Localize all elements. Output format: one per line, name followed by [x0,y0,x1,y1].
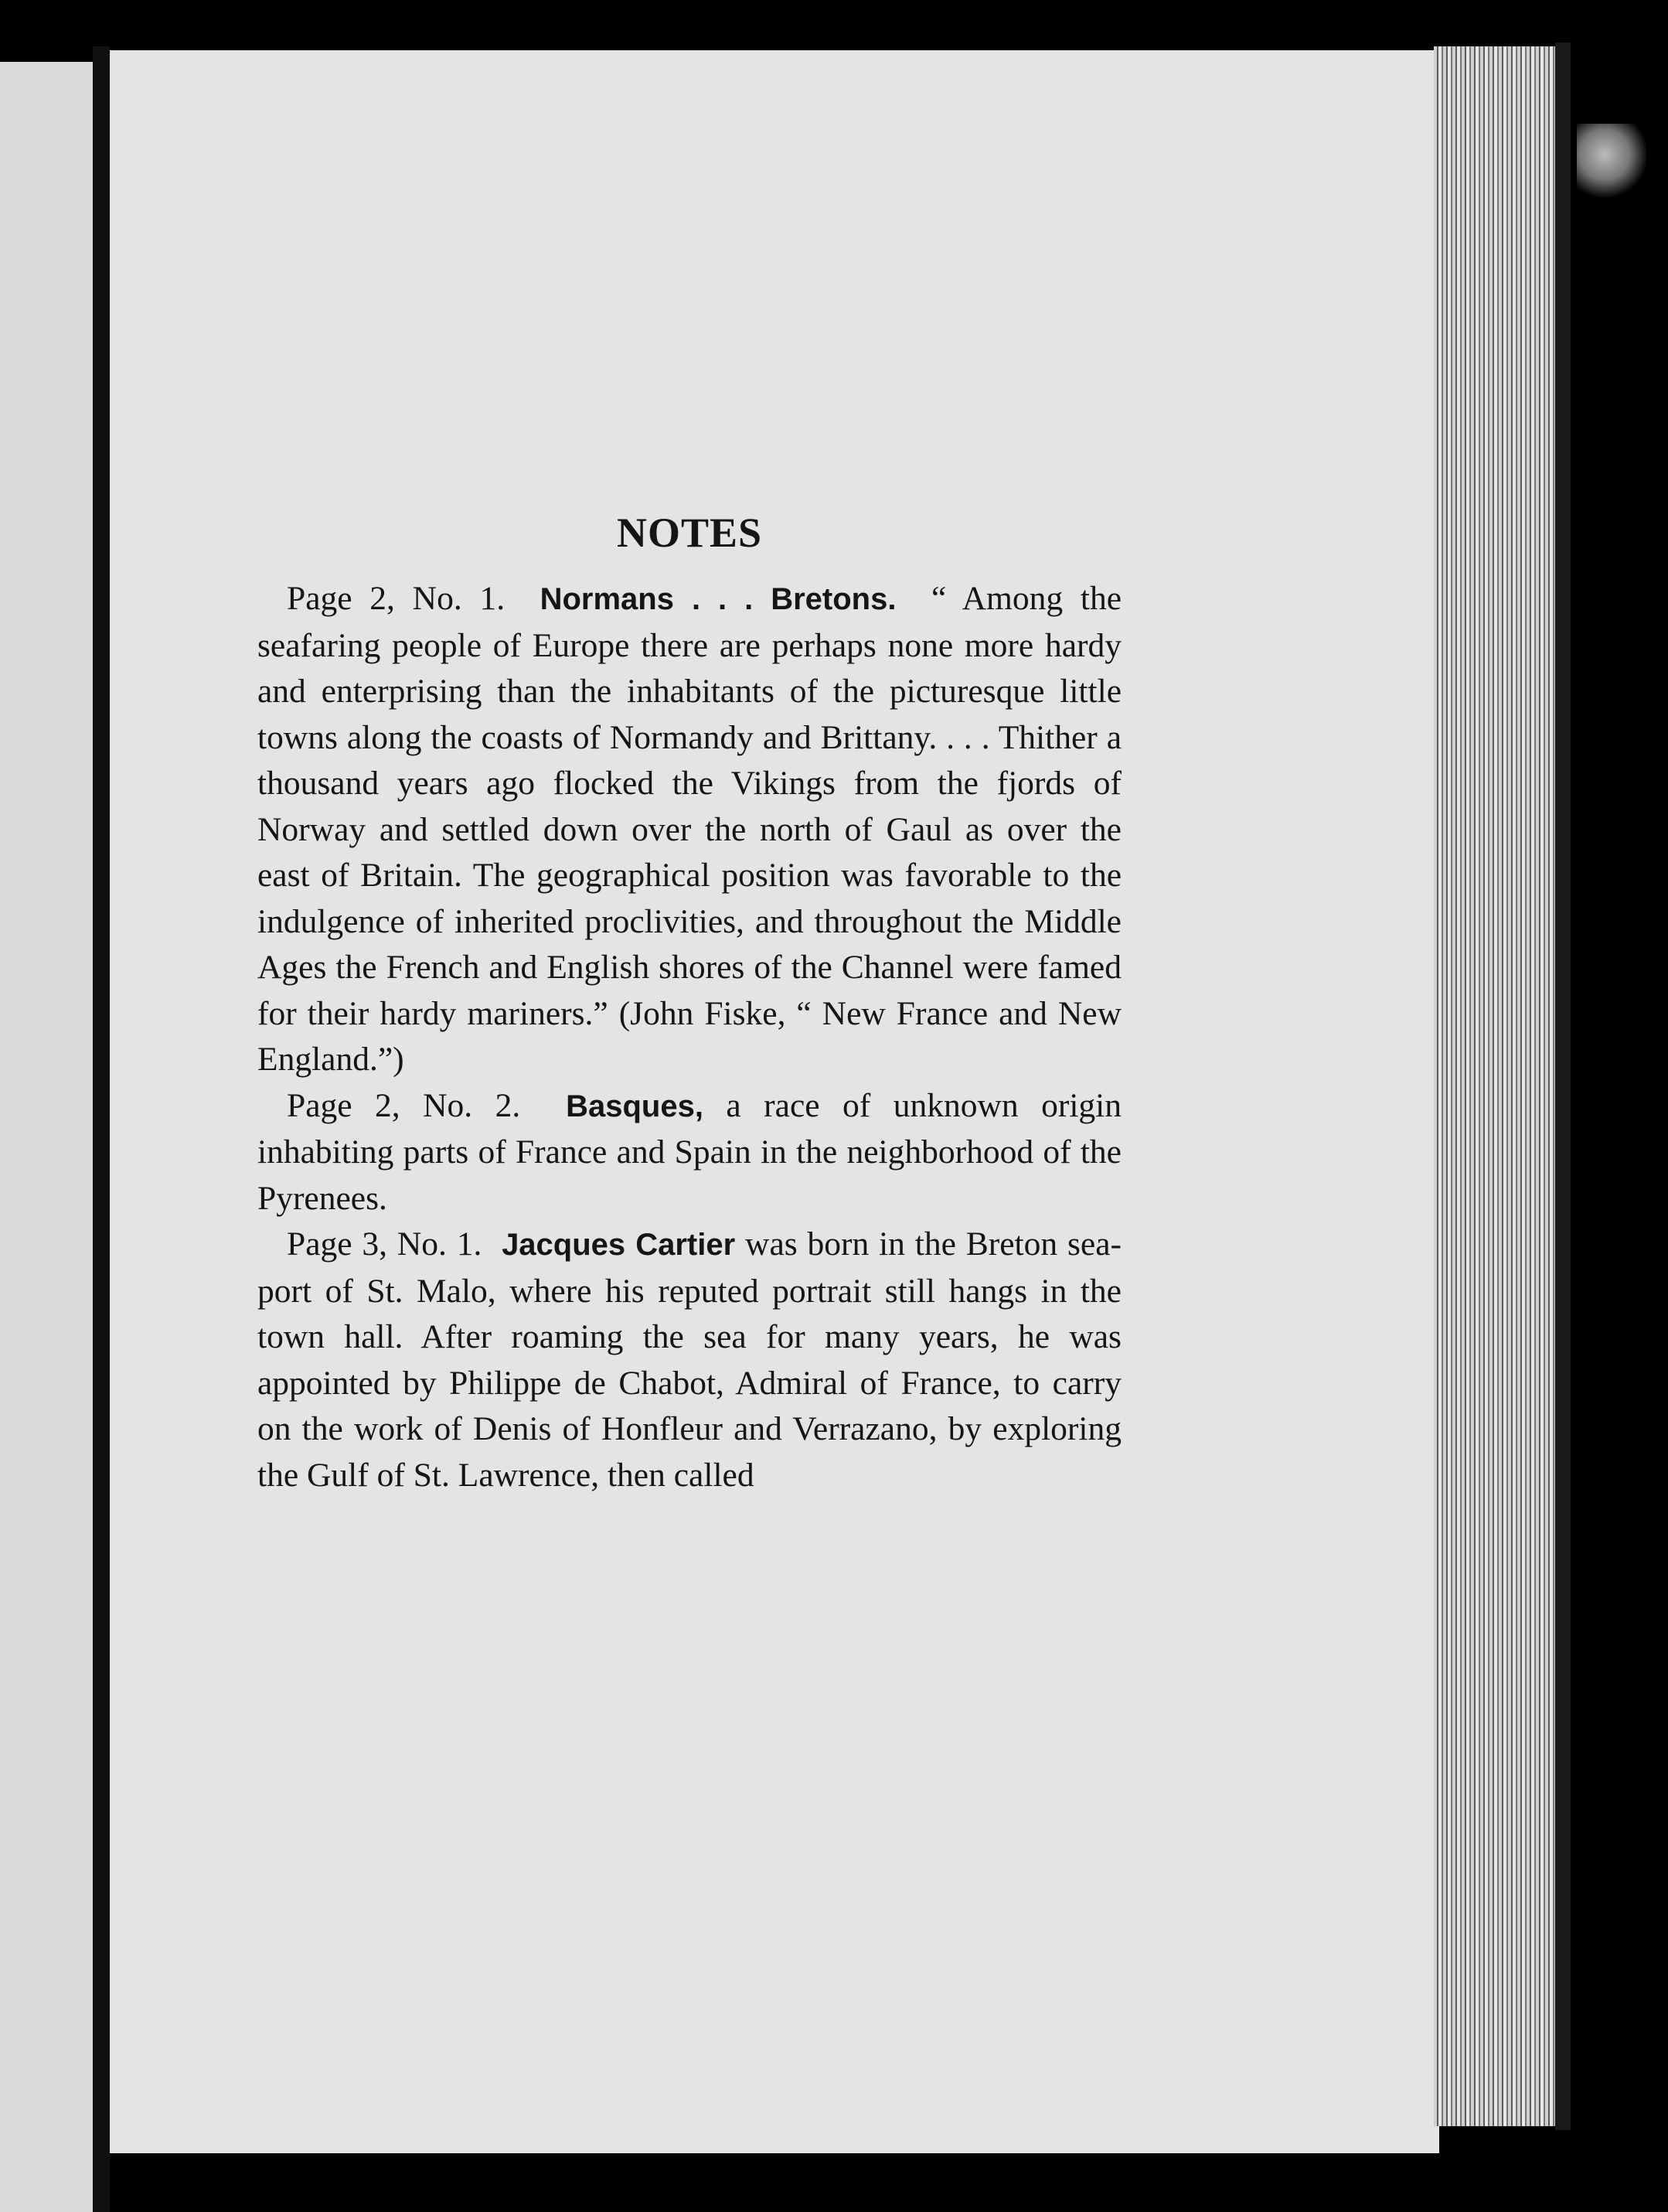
note-keyword: Normans . . . Bretons. [540,582,897,617]
scan-debris [1577,124,1646,201]
note-paragraph [257,576,1122,1083]
note-body: “ Among the seafaring people of Europe there are perhaps none more hardy and enterprising than the inhabitants of the picturesque little towns along the coasts of Normandy and Brittany. . . . Thither a thousand years ago flocked the Vikings from the fjords of Norway and settled down over the north of Gaul as over the east of Britain. The geographical position was favorable to the indulgence of inherited proclivities, and throughout the Middle Ages the French and English shores of the Channel were famed for their hardy mariners.” (John Fiske, “ New France and New England.”) [257,580,1122,1079]
book-gutter [93,46,110,2212]
facing-page-edge [0,62,93,2212]
page-stack-edges [1434,46,1557,2126]
note-body: a race of unknown origin inhabiting parts of France and Spain in the neighborhood of the Pyrenees. [257,1086,1122,1217]
cover-edge [1555,43,1571,2130]
note-paragraph [257,1083,1122,1222]
note-keyword: Jacques Cartier [502,1228,736,1263]
page-title: NOTES [616,510,763,556]
note-reference: Page 3, No. 1. [287,1225,482,1263]
note-keyword: Basques, [566,1089,703,1123]
note-body: was born in the Breton sea-port of St. Malo, where his reputed portrait still hangs in the town hall. After roaming the sea for many years, he was appointed by Philippe de Chabot, Admiral of France, to carry on the work of Denis of Honfleur and Verrazano, by exploring the Gulf of St. Lawrence, then called [257,1225,1122,1494]
note-reference: Page 2, No. 2. [287,1086,521,1124]
note-paragraph [257,1222,1122,1498]
note-reference: Page 2, No. 1. [287,580,506,618]
page-text [257,510,1122,1498]
